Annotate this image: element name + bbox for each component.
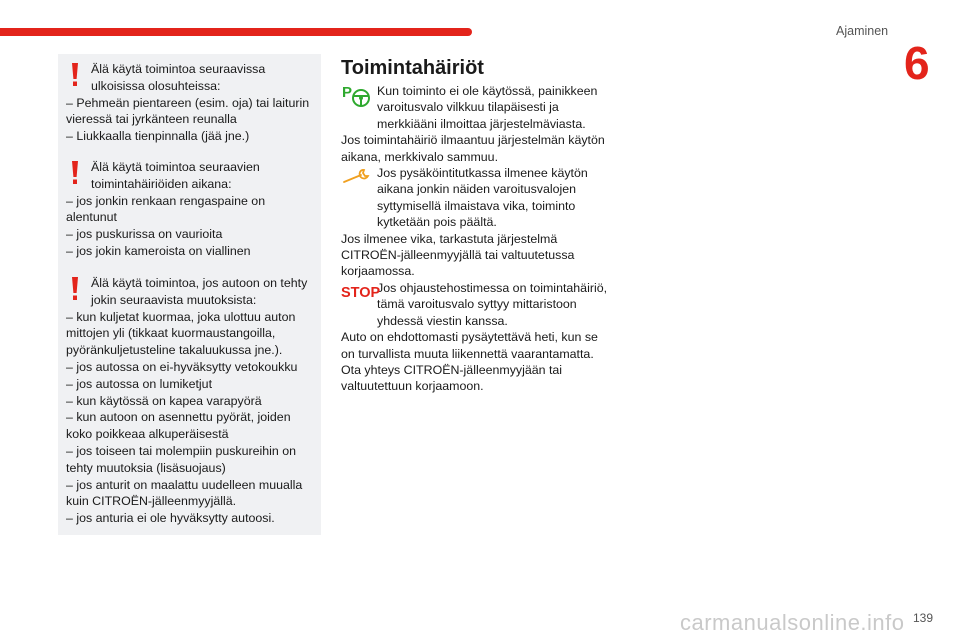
stop-icon [341,282,381,301]
top-accent-bar [0,28,472,36]
body-text: Kun toiminto ei ole käytössä, painikkeen varoitusvalo vilkkuu tilapäisesti ja merkkiääni ilmoittaa järjestelmäviasta. [377,84,598,131]
wrench-paragraph [341,165,611,280]
warning-text: – jos jonkin renkaan rengaspaine on alentunut [66,193,266,225]
warning-text: – jos autossa on ei-hyväksytty vetokoukku [66,359,298,374]
body-text: Jos ilmenee vika, tarkastuta järjestelmä CITROËN-jälleenmyyjällä tai valtuutetussa korjaamossa. [341,231,575,279]
warning-text: – jos autossa on lumiketjut [66,376,213,391]
exclamation-warning-icon [70,161,80,185]
warning-text: Älä käytä toimintoa, jos autoon on tehty jokin seuraavista muutoksista: [91,276,308,307]
warning-text: – jos toiseen tai molempiin puskureihin on tehty muutoksia (lisäsuojaus) [66,443,297,475]
watermark: carmanualsonline.info [680,610,905,635]
warning-box-vehicle-modifications [58,268,321,535]
warning-text: Älä käytä toimintoa seuraavissa ulkoisissa olosuhteissa: [91,62,266,93]
warning-text: – jos jokin kameroista on viallinen [66,243,251,258]
warning-box-malfunctions [58,152,321,268]
body-text: Jos toimintahäiriö ilmaantuu järjestelmän käytön aikana, merkkivalo sammuu. [341,133,605,164]
chapter-number: 6 [904,37,930,89]
malfunctions-section [341,56,611,395]
section-heading: Toimintahäiriöt [341,57,484,79]
body-text: Jos pysäköintitutkassa ilmenee käytön aikana jonkin näiden varoitusvalojen syttymisellä ilmaistava vika, toiminto kytketään pois päältä. [377,166,588,230]
stop-paragraph [341,280,611,395]
parking-assist-paragraph [341,83,611,165]
wrench-icon [341,167,373,187]
warning-text: – jos puskurissa on vaurioita [66,227,223,242]
body-text: Auto on ehdottomasti pysäytettävä heti, kun se on turvallista muuta liikennettä vaarantamatta. [341,330,598,361]
page-number: 139 [913,611,934,625]
body-text: Jos ohjaustehostimessa on toimintahäiriö, tämä varoitusvalo syttyy mittaristoon yhdessä viestin kanssa. [377,280,608,328]
warning-box-outdoor-conditions [58,54,321,153]
svg-text:P: P [342,84,353,101]
warning-text: Älä käytä toimintoa seuraavien toimintahäiriöiden aikana: [91,160,260,191]
warning-text: – jos anturit on maalattu uudelleen muualla kuin CITROËN-jälleenmyyjällä. [66,477,303,509]
warning-text: – Liukkaalla tienpinnalla (jää jne.) [66,129,250,144]
parking-assist-icon [341,83,373,109]
exclamation-warning-icon [70,277,80,301]
body-text: Ota yhteys CITROËN-jälleenmyyjään tai valtuutettuun korjaamoon. [341,362,563,394]
warning-text: – kun kuljetat kuormaa, joka ulottuu auton mittojen yli (tikkaat kuormaustangoilla, pyöränkuljetusteline takaluukussa jne.). [66,309,296,358]
warning-text: – kun käytössä on kapea varapyörä [66,393,262,408]
warning-text: – Pehmeän pientareen (esim. oja) tai laiturin vieressä tai jyrkänteen reunalla [66,95,310,127]
warning-text: – kun autoon on asennettu pyörät, joiden koko poikkeaa alkuperäisestä [66,410,291,442]
warning-text: – jos anturia ei ole hyväksytty autoosi. [66,511,275,526]
section-title: Ajaminen [836,24,889,38]
stop-icon-label: STOP [341,284,381,301]
exclamation-warning-icon [70,63,80,87]
